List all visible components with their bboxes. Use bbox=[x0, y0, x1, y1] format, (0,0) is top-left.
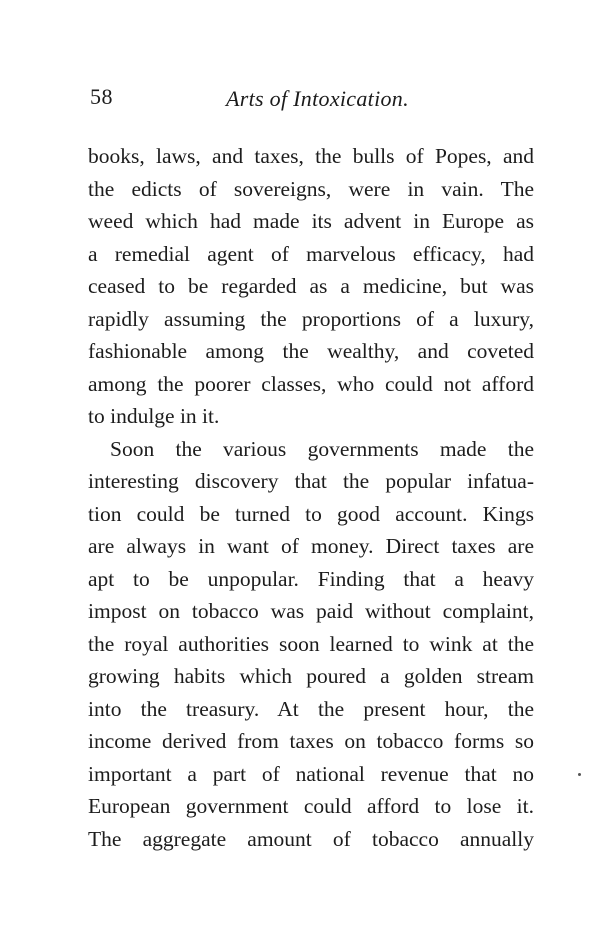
text-line: into the treasury. At the present hour, the bbox=[88, 696, 534, 721]
text-line: impost on tobacco was paid without complaint, bbox=[88, 599, 534, 623]
text-line-paragraph-end: to indulge in it. bbox=[88, 404, 220, 428]
text-line: among the poorer classes, who could not afford bbox=[88, 371, 534, 396]
text-line: the royal authorities soon learned to wink at the bbox=[88, 631, 534, 656]
running-head bbox=[86, 84, 526, 120]
text-line: fashionable among the wealthy, and coveted bbox=[88, 339, 534, 363]
text-line: the edicts of sovereigns, were in vain. The bbox=[88, 176, 534, 201]
running-title: Arts of Intoxication. bbox=[226, 86, 409, 111]
body-text bbox=[88, 140, 534, 855]
text-line: ceased to be regarded as a medicine, but was bbox=[88, 274, 534, 298]
text-line: European government could afford to lose it. bbox=[88, 794, 534, 818]
text-line: interesting discovery that the popular infatua- bbox=[88, 469, 534, 493]
text-line: a remedial agent of marvelous efficacy, had bbox=[88, 241, 534, 266]
text-line: important a part of national revenue that no bbox=[88, 761, 534, 786]
text-line: rapidly assuming the proportions of a luxury, bbox=[88, 306, 534, 331]
text-line: weed which had made its advent in Europe as bbox=[88, 209, 534, 233]
text-line: books, laws, and taxes, the bulls of Popes, and bbox=[88, 144, 534, 168]
margin-speck bbox=[578, 773, 581, 776]
page-number: 58 bbox=[90, 84, 113, 109]
text-line: tion could be turned to good account. Kings bbox=[88, 501, 534, 526]
text-line: income derived from taxes on tobacco forms so bbox=[88, 729, 534, 753]
text-line-paragraph-start: Soon the various governments made the bbox=[110, 436, 534, 461]
text-line: apt to be unpopular. Finding that a heavy bbox=[88, 566, 534, 591]
text-line: are always in want of money. Direct taxes are bbox=[88, 534, 534, 558]
text-line: The aggregate amount of tobacco annually bbox=[88, 826, 534, 851]
text-line: growing habits which poured a golden stream bbox=[88, 664, 534, 688]
